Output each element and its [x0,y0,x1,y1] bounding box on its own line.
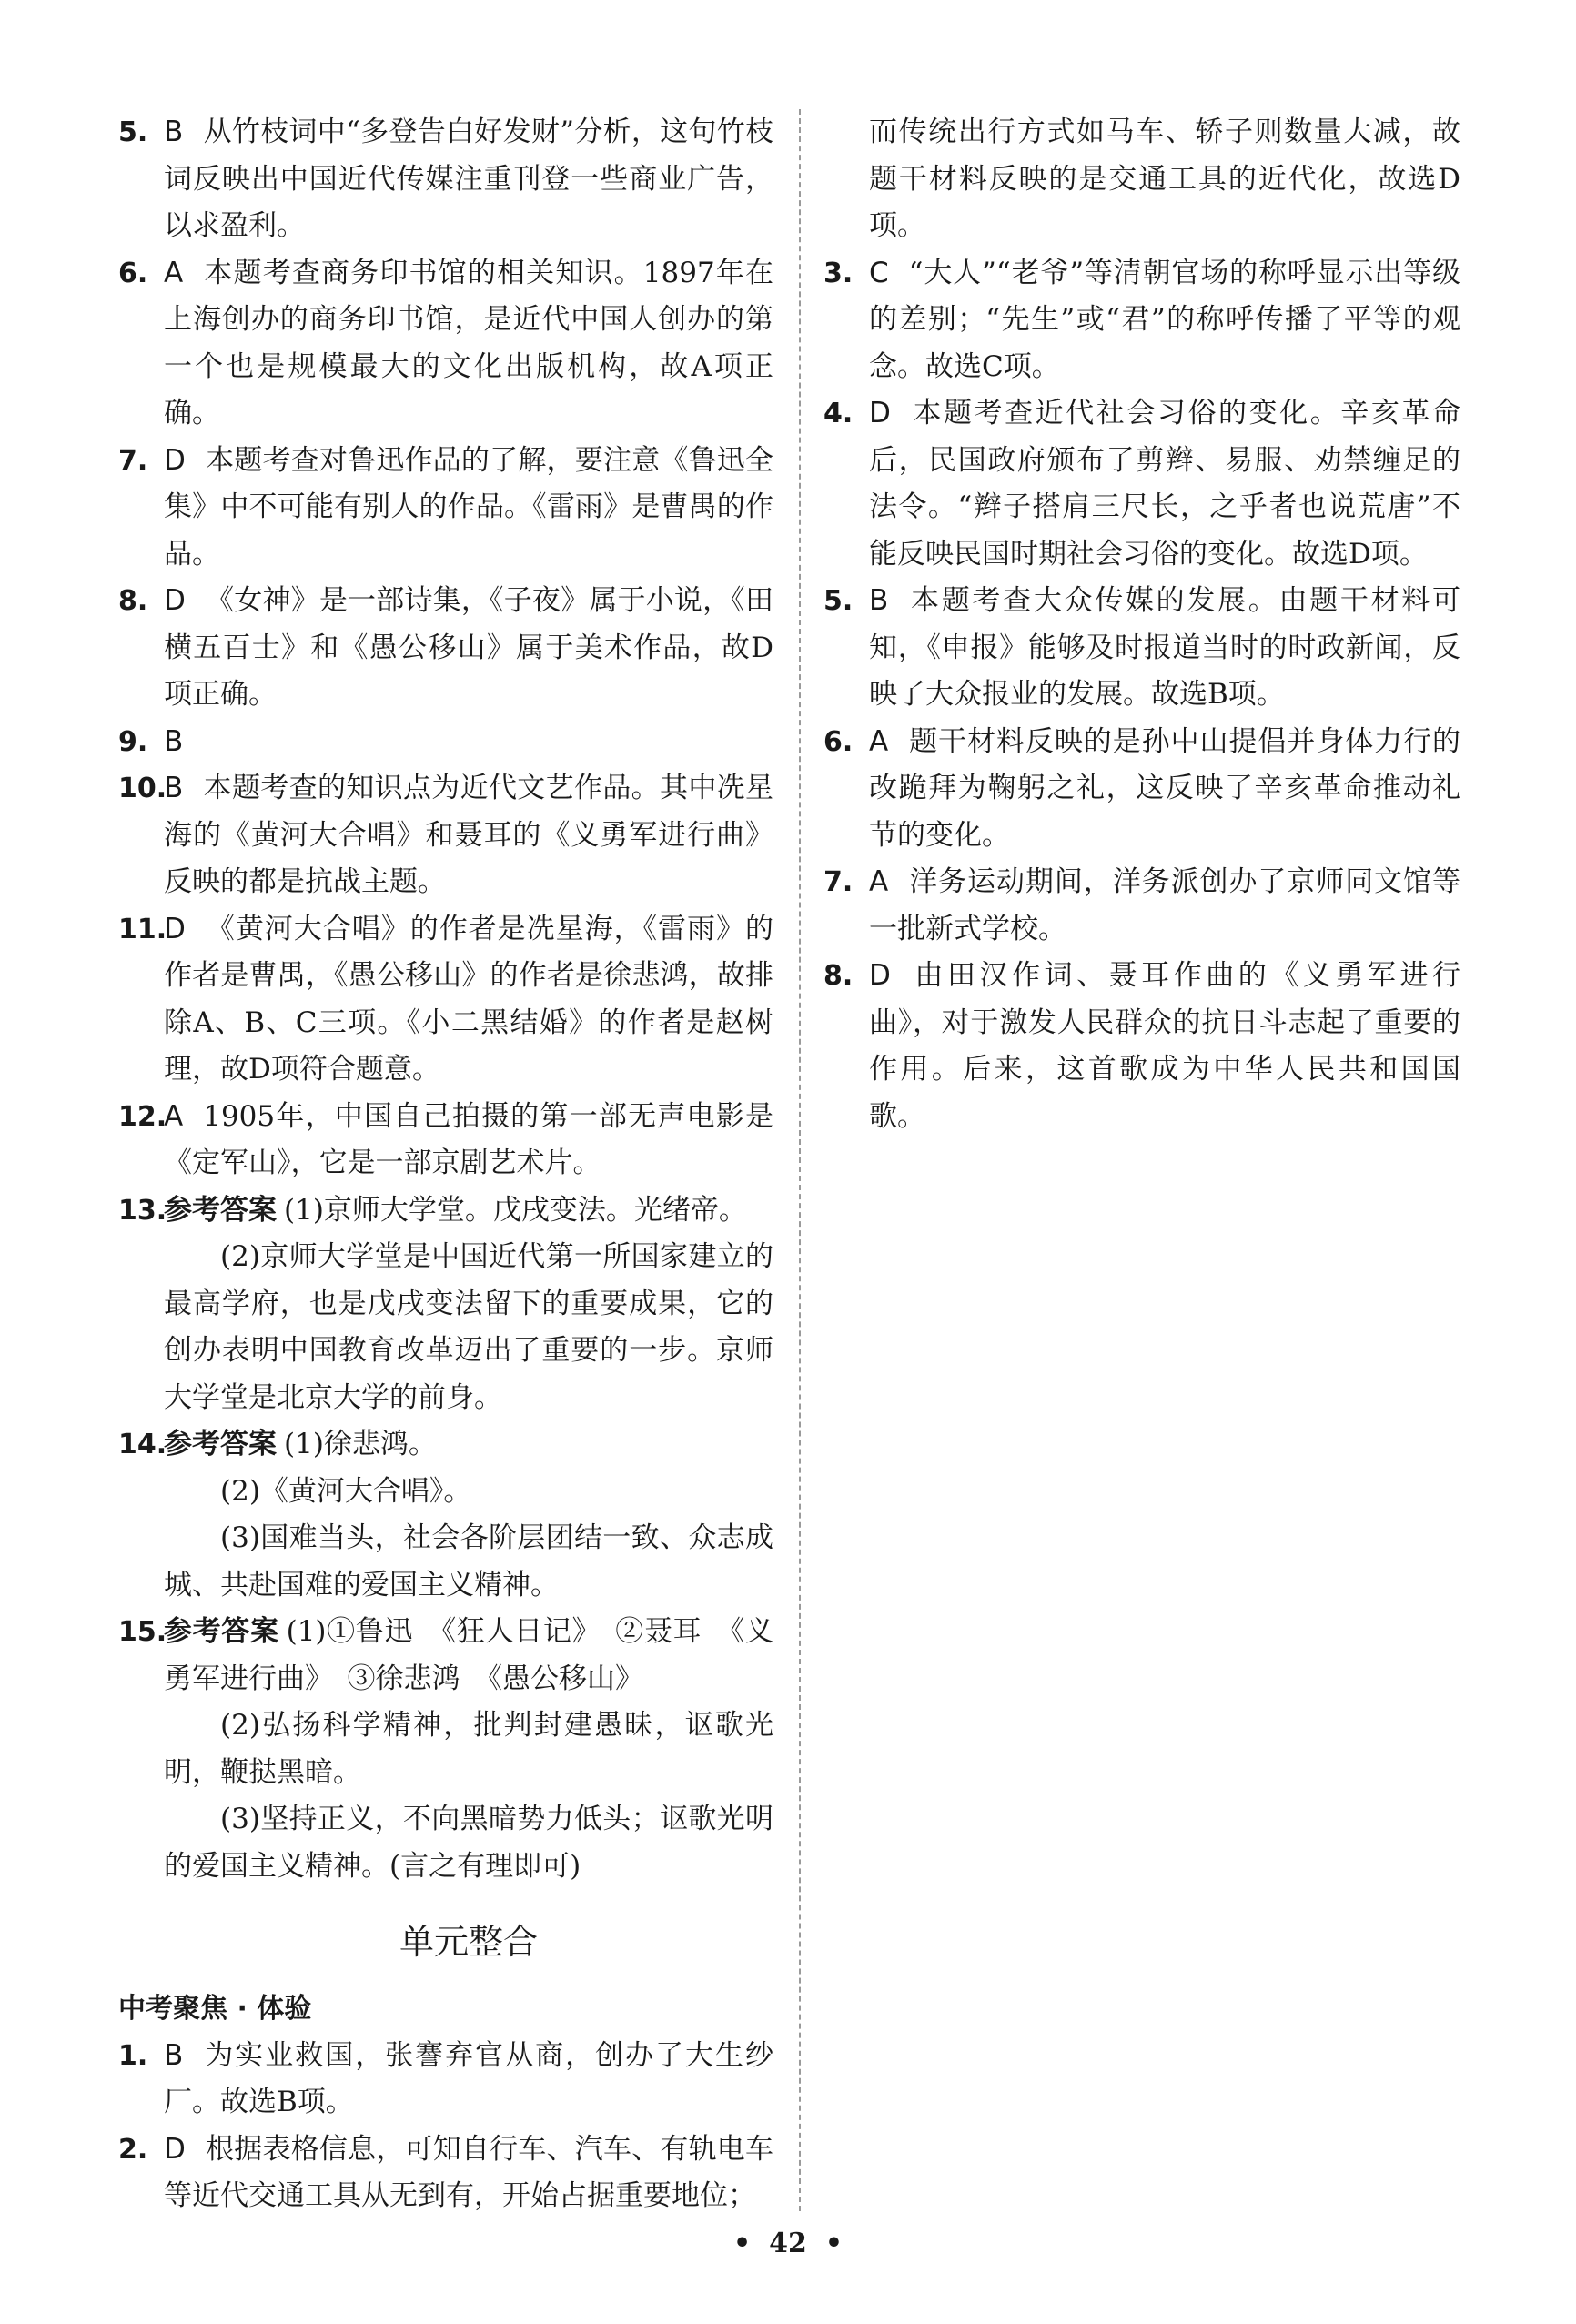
item-text: 《黄河大合唱》的作者是冼星海，《雷雨》的作者是曹禺，《愚公移山》的作者是徐悲鸿，故排除A、B、C三项。《小二黑结婚》的作者是赵树理，故D项符合题意。 [164,912,773,1086]
item-number: 7. [823,866,854,898]
item-text: 《女神》是一部诗集，《子夜》属于小说，《田横五百士》和《愚公移山》属于美术作品，故D项正确。 [164,584,773,711]
answer-item-12 [118,1094,773,1187]
item-option: A [869,724,889,758]
item-number: 14. [118,1429,167,1460]
answer-item-15 [118,1609,773,1890]
answer-text: (1)京师大学堂。戊戌变法。光绪帝。 [284,1193,747,1227]
subsection-title: 中考聚焦 · 体验 [118,1993,312,2025]
item-text: 本题考查大众传媒的发展。由题干材料可知，《申报》能够及时报道当时的时政新闻，反映了大众报业的发展。故选B项。 [869,584,1460,711]
exam-item-8 [823,953,1460,1140]
page-number: • 42 • [732,2228,844,2259]
item-option: D [869,397,891,429]
item-number: 4. [823,398,854,429]
page-number-value: 42 [769,2228,807,2259]
answer-text: (1)徐悲鸿。 [284,1428,437,1460]
answer-item-7 [118,438,773,579]
item-number: 6. [118,257,148,289]
item-text: 1905年，中国自己拍摄的第一部无声电影是《定军山》，它是一部京剧艺术片。 [164,1099,773,1179]
item-text: 本题考查对鲁迅作品的了解，要注意《鲁迅全集》中不可能有别人的作品。《雷雨》是曹禺的作品。 [164,443,773,571]
answer-part-1 [164,1421,773,1469]
item-option: D [164,584,186,617]
answer-part-2: (2)弘扬科学精神，批判封建愚昧，讴歌光明，鞭挞黑暗。 [164,1709,773,1789]
item-text: “大人”“老爷”等清朝官场的称呼显示出等级的差别；“先生”或“君”的称呼传播了平等的观念。故选C项。 [869,256,1461,383]
item-text: 本题考查的知识点为近代文艺作品。其中冼星海的《黄河大合唱》和聂耳的《义勇军进行曲》反映的都是抗战主题。 [164,772,773,898]
item-option: B [164,2038,184,2072]
answer-part-3: (3)国难当头，社会各阶层团结一致、众志成城、共赴国难的爱国主义精神。 [164,1521,773,1602]
item-text: 由田汉作词、聂耳作曲的《义勇军进行曲》，对于激发人民群众的抗日斗志起了重要的作用。后来，这首歌成为中华人民共和国国歌。 [869,959,1460,1133]
item-option: D [164,912,186,945]
answer-label: 参考答案 [164,1428,277,1460]
item-number: 1. [118,2039,148,2072]
item-option: A [164,1099,184,1133]
answer-item-10 [118,765,773,906]
answer-part-1 [164,1609,773,1703]
left-column [118,109,773,2220]
exam-item-6 [823,719,1460,860]
exam-item-2-continued: 而传统出行方式如马车、轿子则数量大减，故题干材料反映的是交通工具的近代化，故选D项。 [869,116,1460,242]
item-option: C [869,256,889,289]
answer-label: 参考答案 [164,1193,277,1227]
exam-item-5 [823,578,1460,719]
item-number: 9. [118,725,148,758]
item-text: 为实业救国，张謇弃官从商，创办了大生纱厂。故选B项。 [164,2038,773,2118]
answer-item-13 [118,1187,773,1422]
item-option: B [164,724,184,758]
right-column [823,109,1460,1140]
item-text: 本题考查近代社会习俗的变化。辛亥革命后，民国政府颁布了剪辫、易服、劝禁缠足的法令。“辫子搭肩三尺长，之乎者也说荒唐”不能反映民国时期社会习俗的变化。故选D项。 [869,397,1460,571]
item-number: 6. [823,725,854,758]
item-text: 洋务运动期间，洋务派创办了京师同文馆等一批新式学校。 [869,865,1460,945]
item-number: 5. [118,116,148,148]
exam-item-4 [823,390,1460,578]
item-number: 8. [118,585,148,617]
item-option: D [164,2132,186,2166]
item-number: 11. [118,913,167,945]
exam-item-3 [823,250,1460,391]
item-number: 5. [823,585,854,617]
item-option: D [164,443,186,477]
answer-part-3: (3)坚持正义，不向黑暗势力低头；讴歌光明的爱国主义精神。(言之有理即可) [164,1803,773,1883]
item-number: 2. [118,2133,148,2166]
answer-item-14 [118,1421,773,1609]
answer-item-5 [118,109,773,250]
item-option: B [164,116,184,148]
item-number: 3. [823,257,854,289]
item-number: 15. [118,1616,167,1648]
column-divider [799,109,801,2211]
answer-part-1 [164,1187,773,1235]
answer-item-8 [118,578,773,719]
item-option: B [869,584,889,617]
section-title: 单元整合 [399,1922,538,1962]
item-text: 题干材料反映的是孙中山提倡并身体力行的改跪拜为鞠躬之礼，这反映了辛亥革命推动礼节的变化。 [869,724,1460,852]
item-text: 从竹枝词中“多登告白好发财”分析，这句竹枝词反映出中国近代传媒注重刊登一些商业广告，以求盈利。 [164,116,773,242]
exam-item-1 [118,2033,773,2127]
item-option: B [164,772,184,804]
item-number: 8. [823,960,854,992]
answer-part-2: (2)《黄河大合唱》。 [220,1474,472,1508]
item-number: 13. [118,1194,167,1227]
answer-label: 参考答案 [164,1615,279,1648]
item-option: D [869,959,891,992]
item-number: 12. [118,1100,167,1133]
answer-text: (1)①鲁迅 《狂人日记》 ②聂耳 《义勇军进行曲》 ③徐悲鸿 《愚公移山》 [164,1615,773,1695]
answer-item-6 [118,250,773,438]
answer-item-9 [118,719,773,766]
item-option: A [869,865,889,898]
item-option: A [164,256,184,289]
item-text: 本题考查商务印书馆的相关知识。1897年在上海创办的商务印书馆，是近代中国人创办的第一个也是规模最大的文化出版机构，故A项正确。 [164,256,773,429]
item-number: 7. [118,444,148,477]
exam-item-7 [823,859,1460,953]
item-text: 根据表格信息，可知自行车、汽车、有轨电车等近代交通工具从无到有，开始占据重要地位； [164,2132,773,2212]
exam-item-2 [118,2127,773,2220]
item-number: 10. [118,773,167,804]
answer-part-2: (2)京师大学堂是中国近代第一所国家建立的最高学府，也是戊戌变法留下的重要成果，它的创办表明中国教育改革迈出了重要的一步。京师大学堂是北京大学的前身。 [164,1240,773,1414]
answer-item-11 [118,906,773,1094]
